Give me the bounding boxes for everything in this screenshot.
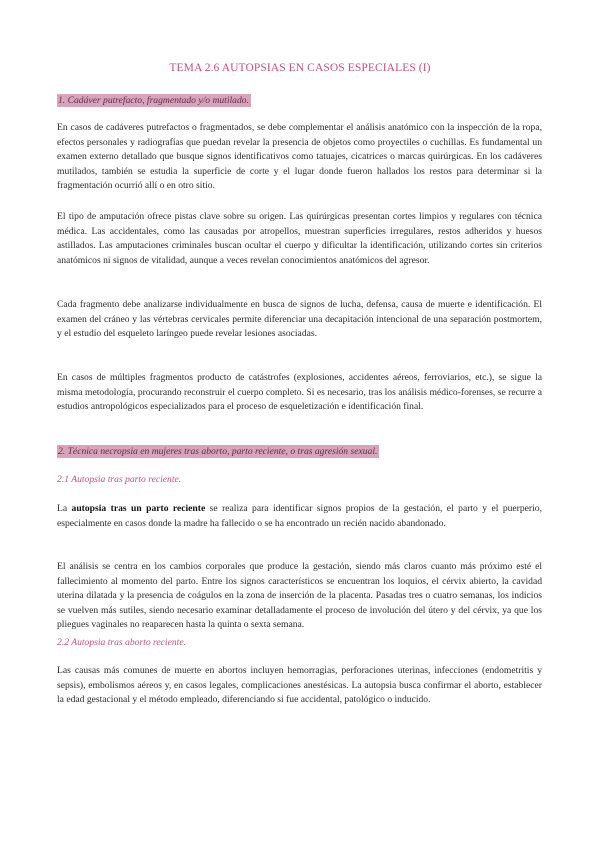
section-1-paragraph-1: En casos de cadáveres putrefactos o fragmentados, se debe complementar el análisis anatómico con la inspección de la ropa, efectos personales y radiografías que puedan revelar la presencia de objetos como proyectiles o cuchillas. Es fundamental un examen externo detallado que busque signos identificativos como tatuajes, cicatrices o marcas quirúrgicas. En los cadáveres mutilados, también se estudia la superficie de corte y el lugar donde fueron hallados los restos para determinar si la fragmentación ocurrió allí o en otro sitio. bbox=[57, 122, 542, 192]
subsection-2-1-paragraph-2: El análisis se centra en los cambios corporales que produce la gestación, siendo más claros cuanto más próximo esté el fallecimiento al momento del parto. Entre los signos característicos se encuentran los loquios, el cérvix abierto, la cavidad uterina dilatada y la presencia de coágulos en la zona de inserción de la placenta. Pasadas tres o cuatro semanas, los indicios se vuelven más sutiles, siendo necesario examinar detalladamente el proceso de involución del útero y del cérvix, ya que los pliegues vaginales no reaparecen hasta la quinta o sexta semana. bbox=[57, 561, 542, 631]
section-2-heading bbox=[57, 445, 379, 459]
subsection-2-2-paragraph-1: Las causas más comunes de muerte en abortos incluyen hemorragias, perforaciones uterinas, infecciones (endometritis y sepsis), embolismos aéreos y, en casos legales, complicaciones anestésicas. La autopsia busca confirmar el aborto, establecer la edad gestacional y el método empleado, diferenciando si fue accidental, patológico o inducido. bbox=[57, 665, 542, 706]
bold-term: autopsia tras un parto reciente bbox=[71, 503, 206, 514]
paragraph-prefix: La bbox=[57, 503, 68, 514]
section-1-paragraph-3: Cada fragmento debe analizarse individualmente en busca de signos de lucha, defensa, causa de muerte e identificación. El examen del cráneo y las vértebras cervicales permite diferenciar una decapitación intencional de una separación postmortem, y el estudio del esqueleto laríngeo puede revelar lesiones asociadas. bbox=[57, 299, 542, 340]
section-2-heading-text: 2. Técnica necropsia en mujeres tras aborto, parto reciente, o tras agresión sexual. bbox=[58, 446, 378, 457]
subsection-2-2-heading: 2.2 Autopsia tras aborto reciente. bbox=[57, 637, 186, 648]
section-1-paragraph-2: El tipo de amputación ofrece pistas clave sobre su origen. Las quirúrgicas presentan cortes limpios y regulares con técnica médica. Las accidentales, como las causadas por atropellos, muestran superficies irregulares, restos adheridos y huesos astillados. Las amputaciones criminales buscan ocultar el cuerpo y dificultar la identificación, utilizando cortes sin criterios anatómicos ni signos de vitalidad, aunque a veces revelan conocimientos anatómicos del agresor. bbox=[57, 211, 542, 266]
section-1-heading bbox=[57, 94, 251, 108]
section-1-paragraph-4: En casos de múltiples fragmentos producto de catástrofes (explosiones, accidentes aéreos, ferroviarios, etc.), se sigue la misma metodología, procurando reconstruir el cuerpo completo. Si es necesario, tras los análisis médico-forenses, se recurre a estudios antropológicos especializados para el proceso de esqueletización e identificación final. bbox=[57, 372, 542, 413]
subsection-2-1-heading: 2.1 Autopsia tras parto reciente. bbox=[57, 474, 182, 485]
paragraph-rest: se realiza para identificar signos propios de la gestación, el parto y el puerperio, especialmente en casos donde la madre ha fallecido o se ha encontrado un recién nacido abandonado. bbox=[57, 503, 542, 529]
subsection-2-1-paragraph-1 bbox=[57, 502, 542, 531]
section-1-heading-text: 1. Cadáver putrefacto, fragmentado y/o mutilado. bbox=[58, 95, 249, 106]
page-title: TEMA 2.6 AUTOPSIAS EN CASOS ESPECIALES (I) bbox=[169, 62, 431, 74]
